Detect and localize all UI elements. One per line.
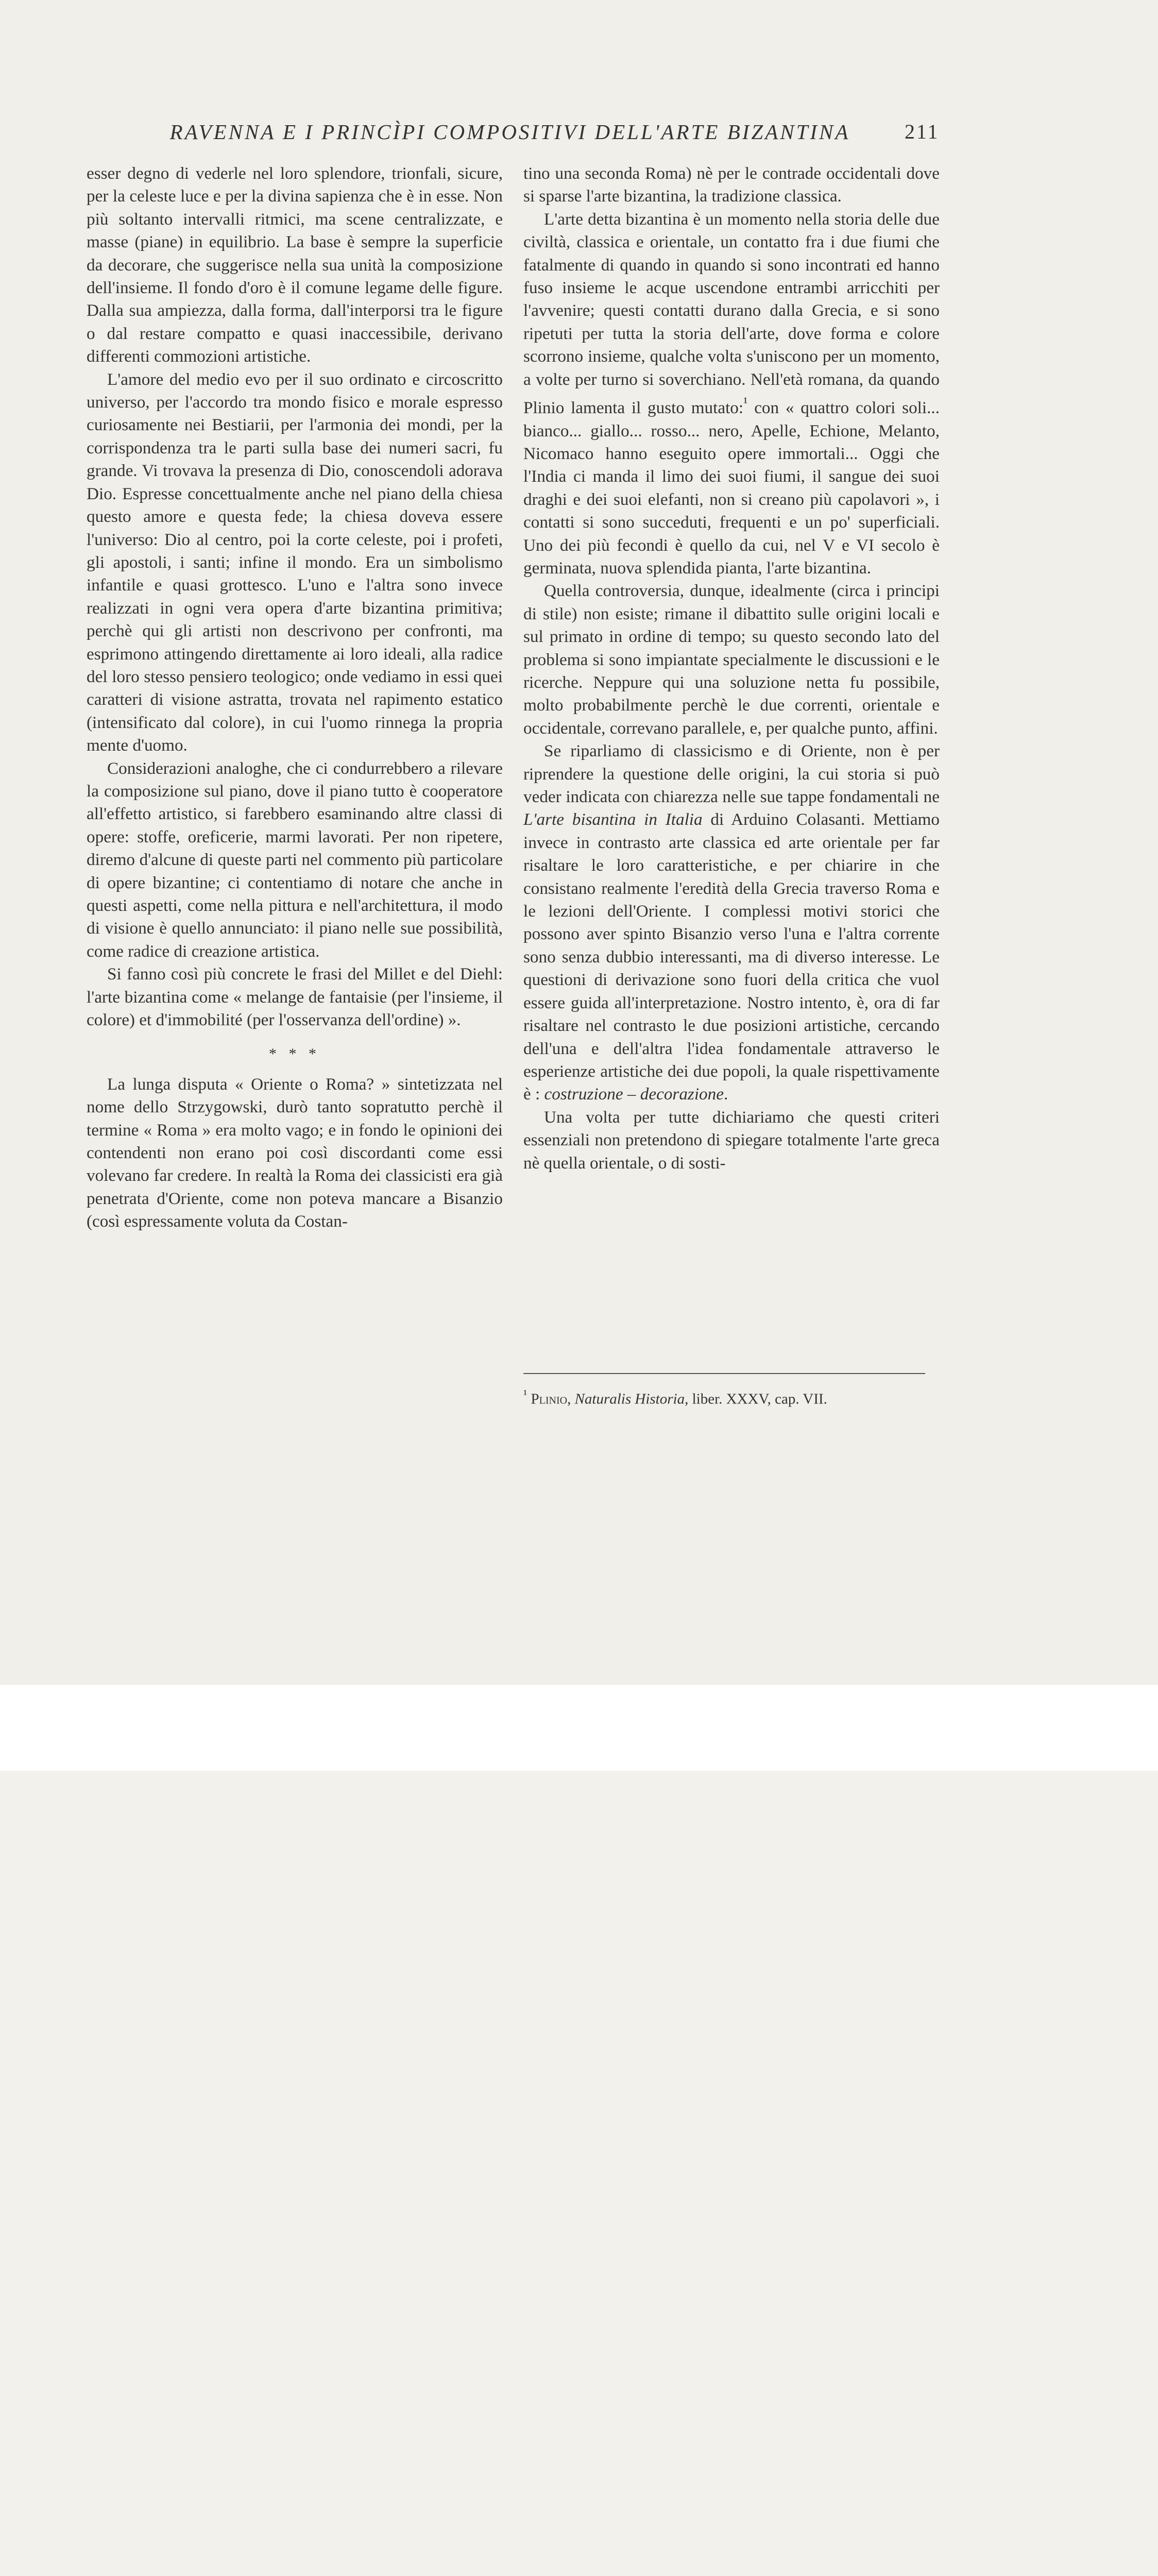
right-column (523, 162, 940, 1175)
key-term: costruzione (544, 1084, 623, 1104)
paragraph: tino una seconda Roma) nè per le contrade occidentali dove si sparse l'arte bizantina, la tradizione classica. (523, 164, 940, 206)
footnote-work: Naturalis Historia (574, 1391, 685, 1408)
paragraph-text: Se riparliamo di classicismo e di Oriente, non è per riprendere la questione delle origini, la cui storia si può veder indicata con chiarezza nelle sue tappe fondamentali ne (523, 741, 940, 807)
footnote-marker: ¹ (523, 1387, 527, 1401)
paragraph-text: di Arduino Colasanti. Mettiamo invece in contrasto arte classica ed arte orientale per far risaltare le loro caratteristiche, e per chiarire in che consistano realmente l'eredità della Grecia traverso Roma e le lezioni dell'Oriente. I complessi motivi storici che possono aver spinto Bisanzio verso l'una e l'altra corrente sono senza dubbio interessanti, ma di diverso interesse. Le questioni di derivazione sono fuori della critica che vuol essere guida all'interpretazione. Nostro intento, è, ora di far risaltare nel contrasto le due posizioni artistiche, cercando dell'una e dell'altra l'idea fondamentale attraverso le esperienze artistiche dei due popoli, la quale rispettivamente è : (523, 810, 940, 1104)
footnote (523, 1385, 935, 1409)
footnote-marker: ¹ (743, 394, 748, 411)
book-title: L'arte bisantina in Italia (523, 810, 703, 829)
paragraph (523, 208, 940, 580)
period: . (723, 1084, 728, 1104)
dash: – (623, 1084, 640, 1104)
footer-bar (0, 1685, 1158, 1771)
paragraph: La lunga disputa « Oriente o Roma? » sintetizzata nel nome dello Strzygowski, durò tanto sopratutto perchè il termine « Roma » era molto vago; e in fondo le opinioni dei contendenti non erano poi così discordanti come essi volevano far credere. In realtà la Roma dei classicisti era già penetrata d'Oriente, come non poteva mancare a Bisanzio (così espressamente voluta da Costan- (87, 1074, 503, 1231)
footnote-ref: , liber. XXXV, cap. VII. (685, 1391, 827, 1408)
key-term: decorazione (640, 1084, 724, 1104)
paragraph: L'amore del medio evo per il suo ordinato e circoscritto universo, per l'accordo tra mondo fisico e morale espresso curiosamente nei Bestiarii, per l'armonia dei mondi, per la corrispondenza tra le parti sulla base dei numeri sacri, fu grande. Vi trovava la presenza di Dio, conoscendoli adorava Dio. Espresse concettualmente anche nel piano della chiesa questo amore e questa fede; la chiesa doveva essere l'universo: Dio al centro, poi la corte celeste, poi i profeti, gli apostoli, i santi; infine il mondo. Era un simbolismo infantile e quasi grottesco. L'uno e l'altra sono invece realizzati in ogni vera opera d'arte bizantina primitiva; perchè qui gli artisti non descrivono per confronti, ma esprimono attingendo direttamente ai loro ideali, alla radice del loro stesso pensiero teologico; onde vediamo in essi quei caratteri di visione astratta, trovata nel rapimento estatico (intensificato dal colore), in cui l'uomo rinnega la propria mente d'uomo. (87, 369, 503, 755)
paragraph: esser degno di vederle nel loro splendore, trionfali, sicure, per la celeste luce e per la divina sapienza che è in esse. Non più soltanto intervalli ritmici, ma scene centralizzate, e masse (piane) in equilibrio. La base è sempre la superficie da decorare, che suggerisce nella sua unità la composizione dell'insieme. Il fondo d'oro è il comune legame delle figure. Dalla sua ampiezza, dalla forma, dall'interporsi tra le figure o dal restare compatto e quasi inaccessibile, derivano differenti commozioni artistiche. (87, 164, 503, 366)
running-title: RAVENNA E I PRINCÌPI COMPOSITIVI DELL'ARTE BIZANTINA (169, 120, 850, 144)
paragraph-text: con « quattro colori soli... bianco... giallo... rosso... nero, Apelle, Echione, Melanto, Nicomaco hanno eseguito opere immortali... Oggi che l'India ci manda il limo dei suoi fiumi, il sangue dei suoi draghi e dei suoi elefanti, non si creano più capolavori », i contatti si sono succeduti, frequenti e un po' superficiali. Uno dei più fecondi è quello da cui, nel V e VI secolo è germinata, nuova splendida pianta, l'arte bizantina. (523, 398, 940, 578)
paragraph: Una volta per tutte dichiariamo che questi criteri essenziali non pretendono di spiegare totalmente l'arte greca nè quella orientale, o di sosti- (523, 1107, 940, 1173)
section-separator: * * * (269, 1045, 320, 1063)
paragraph-text: L'arte detta bizantina è un momento nella storia delle due civiltà, classica e orientale, un contatto fra i due fiumi che fatalmente di quando in quando si sono incontrati ed hanno fuso insieme le acque uscendone entrambi arricchiti per l'avvenire; questi contatti durano dalla Grecia, e si sono ripetuti per tutta la storia dell'arte, dove forma e colore scorrono insieme, qualche volta s'uniscono per un momento, a volte per turno si soverchiano. Nell'età romana, da quando Plinio lamenta il gusto mutato: (523, 209, 940, 418)
footnote-author: Plinio (531, 1391, 568, 1408)
footnote-sep: , (567, 1391, 575, 1408)
paragraph: Quella controversia, dunque, idealmente (circa i principi di stile) non esiste; rimane il dibattito sulle origini locali e sul primato in ordine di tempo; su questo secondo lato del problema si sono impiantate specialmente le discussioni e le ricerche. Neppure qui una soluzione netta fu possibile, molto probabilmente perchè le due correnti, orientale e occidentale, correvano parallele, e, per qualche punto, affini. (523, 581, 940, 738)
footnote-rule (523, 1373, 925, 1374)
paragraph: Si fanno così più concrete le frasi del Millet e del Diehl: l'arte bizantina come « melange de fantaisie (per l'insieme, il colore) et d'immobilité (per l'osservanza dell'ordine) ». (87, 964, 503, 1030)
paragraph (523, 740, 940, 1106)
left-column (87, 162, 503, 1233)
page-number: 211 (905, 120, 940, 143)
paragraph: Considerazioni analoghe, che ci condurrebbero a rilevare la composizione sul piano, dove il piano tutto è cooperatore all'effetto artistico, si farebbero esaminando altre classi di opere: stoffe, oreficerie, marmi lavorati. Per non ripetere, diremo d'alcune di queste parti nel commento più particolare di opere bizantine; ci contentiamo di notare che anche in questi aspetti, come nella pittura e nell'architettura, il modo di visione è quello annunciato: il piano nelle sue possibilità, come radice di creazione artistica. (87, 758, 503, 961)
